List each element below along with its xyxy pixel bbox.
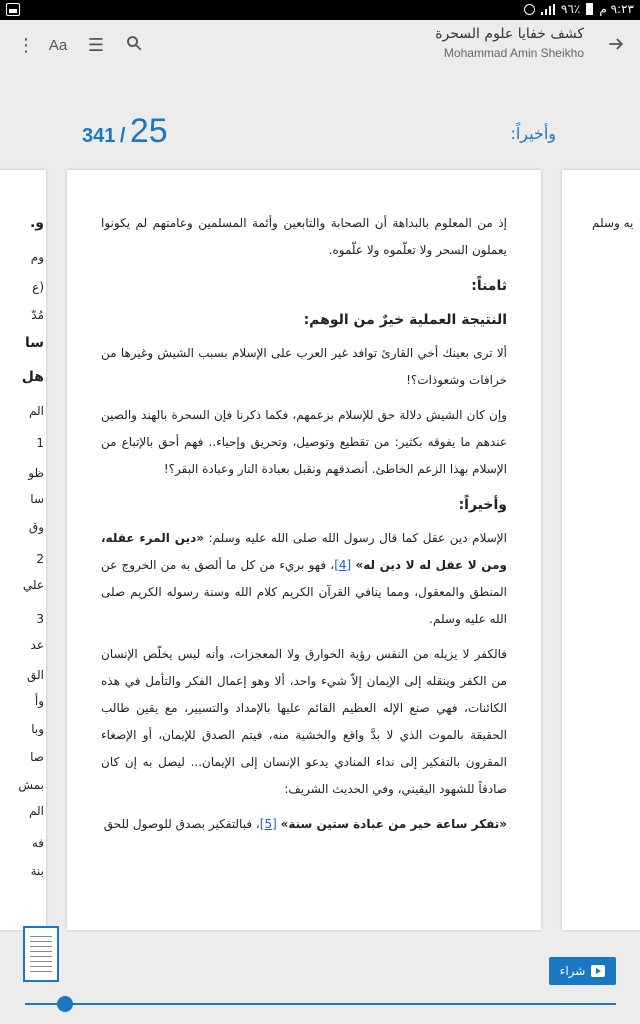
clipped-text-fragment: الق bbox=[27, 668, 44, 682]
battery-percent: ٩٦٪ bbox=[561, 2, 581, 16]
clipped-text-fragment: مُدّ bbox=[31, 308, 44, 322]
signal-icon bbox=[541, 4, 555, 15]
book-title-block bbox=[435, 26, 584, 60]
clipped-text-fragment: سا bbox=[24, 335, 44, 351]
book-author: Mohammad Amin Sheikho bbox=[443, 46, 584, 60]
paragraph: ألا ترى بعينك أخي القارئ توافد غير العرب على الإسلام بسبب الشيش وغيرها من خرافات وشعوذات؟! bbox=[101, 346, 507, 387]
clipped-text-fragment: وق bbox=[28, 520, 44, 534]
app-bar bbox=[0, 20, 640, 72]
text-run: ، فهو بريء من كل ما ألصق به من الخروج عن المنطق والمعقول، ومما ينافي القرآن الكريم كلام الله وسنة رسوله الكريم صلى الله عليه وسلم. bbox=[101, 558, 507, 626]
clipped-text-fragment: و. bbox=[29, 215, 44, 231]
paragraph bbox=[101, 811, 507, 838]
clipped-text-fragment: صا bbox=[30, 750, 44, 764]
text-run: الإسلام دين عقل كما قال رسول الله صلى الله عليه وسلم: bbox=[204, 531, 507, 545]
clipped-text-fragment: علي bbox=[22, 578, 44, 592]
clipped-text-fragment: (ع bbox=[32, 280, 44, 294]
clock: ٩:٢٣ م bbox=[599, 2, 634, 16]
paragraph: فالكفر لا يزيله من النفس رؤية الخوارق ولا المعجزات، وأنه ليس يخلّص الإنسان من الكفر وينقله إلى الإيمان إلاّ شيء واحد، ألا وهو إعمال الفكر والتأمل في هذه الكائنات، فهي صنع الإله العظيم القائم عليها بالإمداد والتسيير، مع يقين طالب الحقيقة بالموت الذي لا بدَّ واقع والخشية منه، فيتم الصدق للإيمان، أو الإصغاء المقرون بالتفكير إلى نداء المنادي يدعو الإنسان إلى الإيمان... ليصل به إن كان صادقاً للشهود اليقيني، وفي الحديث الشريف: bbox=[101, 647, 507, 796]
chapter-title: وأخيراً: bbox=[510, 124, 556, 143]
clipped-text-fragment: وأ bbox=[34, 694, 44, 708]
status-bar bbox=[0, 0, 640, 20]
hadith-quote: «دين المرء عقله، ومن لا عقل له لا دين له» bbox=[101, 531, 507, 572]
list-icon[interactable]: ☰ bbox=[87, 35, 105, 56]
paragraph: وإن كان الشيش دلالة حق للإسلام بزعمهم، فكما ذكرنا فإن السحرة بالهند والصين عندهم ما يفوقه بكثير: من تقطيع وتوصيل، وتحريق وإحياء.. فهم أحق بالإتباع من الإسلام بهذا الزعم الخاطئ. أنصدقهم ونقبل بعبادة النار وعبادة البقر؟! bbox=[101, 408, 507, 476]
gallery-icon bbox=[6, 3, 20, 16]
alarm-icon bbox=[524, 4, 535, 15]
paragraph: إذ من المعلوم بالبداهة أن الصحابة والتابعين وأئمة المسلمين وعامتهم لم يكونوا يعملون السحر ولا تعلّموه ولا علّموه. bbox=[101, 216, 507, 257]
font-settings-button[interactable]: Aa bbox=[48, 37, 68, 54]
clipped-text-fragment: يه وسلم bbox=[592, 216, 634, 230]
clipped-text-fragment: الم bbox=[29, 404, 44, 418]
page-slider-track[interactable] bbox=[25, 1003, 616, 1005]
page-total: 341 bbox=[82, 125, 116, 147]
clipped-text-fragment: سا bbox=[30, 492, 44, 506]
clipped-text-fragment: عد bbox=[30, 638, 44, 652]
page-counter bbox=[82, 112, 168, 151]
search-icon[interactable] bbox=[122, 34, 146, 58]
clipped-text-fragment: هل bbox=[21, 369, 44, 385]
page-separator: / bbox=[119, 125, 126, 147]
clipped-text-fragment: فه bbox=[31, 836, 44, 850]
book-title: كشف خفايا علوم السحرة bbox=[435, 26, 584, 42]
previous-page[interactable] bbox=[0, 170, 46, 930]
clipped-text-fragment: 3 bbox=[36, 612, 44, 626]
arrow-right-icon[interactable] bbox=[604, 34, 628, 58]
current-page[interactable] bbox=[67, 170, 541, 930]
footnote-link[interactable]: [5] bbox=[259, 817, 277, 831]
buy-label: شراء bbox=[559, 964, 586, 978]
clipped-text-fragment: وم bbox=[30, 250, 44, 264]
play-store-icon bbox=[591, 965, 605, 977]
clipped-text-fragment: ظو bbox=[28, 466, 44, 480]
page-thumbnail[interactable] bbox=[23, 926, 59, 982]
clipped-text-fragment: بمش bbox=[18, 778, 44, 792]
text-run: ، فبالتفكير بصدق للوصول للحق bbox=[103, 817, 260, 831]
page-current: 25 bbox=[129, 112, 168, 150]
buy-button[interactable] bbox=[549, 957, 616, 985]
clipped-text-fragment: 2 bbox=[36, 552, 44, 566]
status-right bbox=[524, 2, 634, 16]
heading: ثامناً: bbox=[471, 278, 507, 294]
next-page[interactable] bbox=[562, 170, 640, 930]
hadith-quote: «تفكر ساعة خير من عبادة ستين سنة» bbox=[280, 817, 507, 831]
heading: وأخيراً: bbox=[458, 497, 507, 513]
footnote-link[interactable]: [4] bbox=[334, 558, 352, 572]
battery-icon bbox=[586, 3, 593, 15]
clipped-text-fragment: بنة bbox=[30, 864, 44, 878]
clipped-text-fragment: وبا bbox=[31, 722, 44, 736]
heading: النتيجة العملية خيرٌ من الوهم: bbox=[303, 312, 507, 328]
paragraph bbox=[101, 525, 507, 633]
more-vert-icon[interactable]: ⋮ bbox=[17, 35, 35, 56]
clipped-text-fragment: الم bbox=[29, 804, 44, 818]
page-slider-handle[interactable] bbox=[57, 996, 73, 1012]
clipped-text-fragment: 1 bbox=[36, 436, 44, 450]
page-text bbox=[101, 210, 507, 846]
